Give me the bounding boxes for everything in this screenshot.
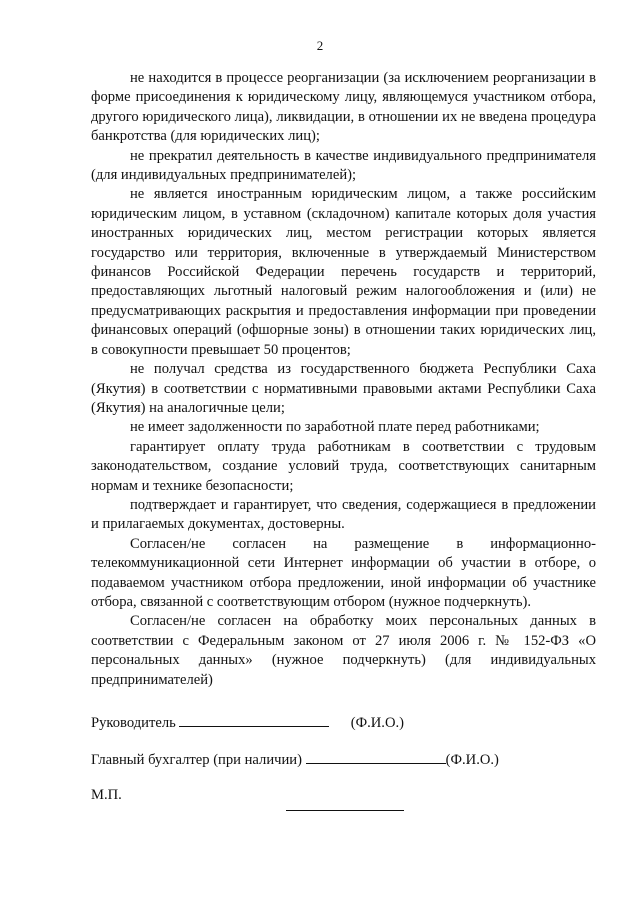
paragraph-budget-funds: не получал средства из государственного бюджета Республики Саха (Якутия) в соответствии с нормативными правовыми актами Республики Саха (Якутия) на аналогичные цели; [91, 361, 596, 416]
page-number: 2 [316, 38, 324, 53]
accountant-signature-line [91, 749, 596, 768]
stamp-label: М.П. [91, 787, 122, 803]
paragraph-reorganization: не находится в процессе реорганизации (за исключением реорганизации в форме присоединения к юридическому лицу, являющемуся участником отбора, другого юридического лица), ликвидации, в отношении их не введена процедура банкротства (для юридических лиц); [91, 70, 596, 145]
paragraph-accuracy: подтверждает и гарантирует, что сведения, содержащиеся в предложении и прилагаемых документах, достоверны. [91, 496, 596, 533]
paragraph-foreign-entity: не является иностранным юридическим лицом, а также российским юридическим лицом, в уставном (складочном) капитале которых доля участия иностранных юридических лиц, местом регистрации которых является государство или территория, включенные в утверждаемый Министерством финансов Российской Федерации перечень государств и территорий, предоставляющих льготный налоговый режим налогообложения и (или) не предусматривающих раскрытия и предоставления информации при проведении финансовых операций (офшорные зоны) в отношении таких юридических лиц, в совокупности превышает 50 процентов; [91, 186, 596, 358]
paragraph-personal-data-consent: Согласен/не согласен на обработку моих персональных данных в соответствии с Федеральным законом от 27 июля 2006 г. № 152-ФЗ «О персональных данных» (нужное подчеркнуть) (для индивидуальных предпринимателей) [91, 613, 596, 688]
accountant-name-hint: (Ф.И.О.) [445, 752, 499, 768]
signature-block [91, 712, 596, 805]
footer-rule [286, 810, 404, 811]
accountant-signature-blank[interactable] [306, 749, 446, 764]
paragraph-labor-guarantee: гарантирует оплату труда работникам в соответствии с трудовым законодательством, создание условий труда, соответствующих санитарным нормам и технике безопасности; [91, 438, 596, 494]
head-signature-blank[interactable] [179, 712, 329, 727]
paragraph-wage-debt: не имеет задолженности по заработной плате перед работниками; [130, 419, 540, 436]
head-label: Руководитель [91, 715, 176, 731]
statement-body [91, 69, 596, 690]
paragraph-activity: не прекратил деятельность в качестве индивидуального предпринимателя (для индивидуальных предпринимателей); [91, 147, 596, 184]
head-name-hint: (Ф.И.О.) [350, 715, 405, 731]
paragraph-publication-consent: Согласен/не согласен на размещение в информационно-телекоммуникационной сети Интернет информации об участии в отборе, о подаваемом участником отбора предложении, иной информации об участнике отбора, связанной с соответствующим отбором (нужное подчеркнуть). [91, 535, 596, 610]
accountant-label: Главный бухгалтер (при наличии) [91, 752, 302, 768]
head-signature-line [91, 712, 596, 731]
